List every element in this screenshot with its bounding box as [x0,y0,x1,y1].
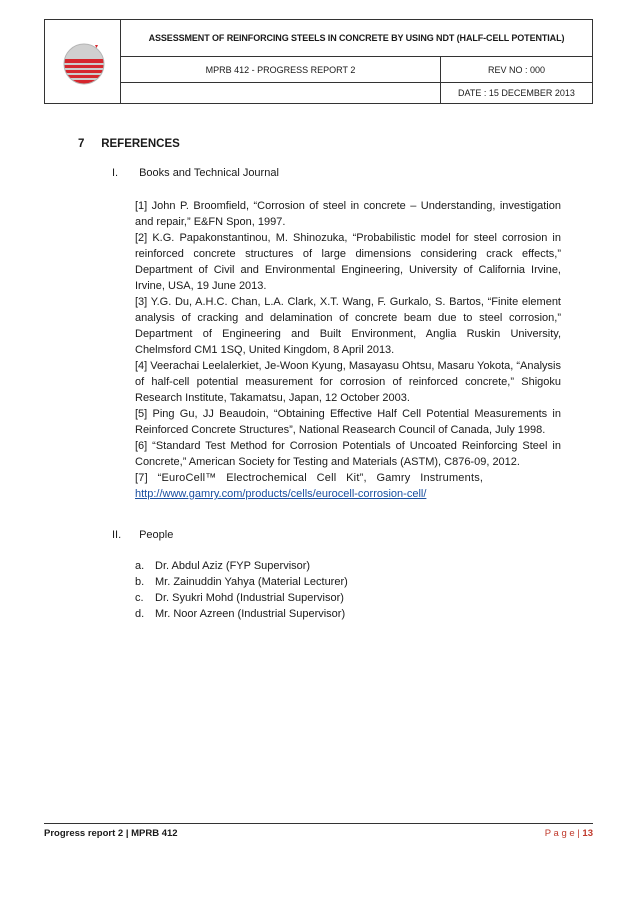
page-indicator [545,828,593,839]
section-heading [78,136,180,152]
reference-link[interactable]: http://www.gamry.com/products/cells/eurocell-corrosion-cell/ [135,488,427,500]
section-number: 7 [78,138,85,150]
reference-item: [5] Ping Gu, JJ Beaudoin, “Obtaining Effective Half Cell Potential Measurements in Reinforced Concrete Structures”, National Reasearch Council of Canada, July 1998. [135,408,561,436]
document-title: ASSESSMENT OF REINFORCING STEELS IN CONCRETE BY USING NDT (HALF-CELL POTENTIAL) [148,33,565,43]
subsection-numeral: I. [112,167,119,179]
list-item: a. Dr. Abdul Aziz (FYP Supervisor) [135,560,311,572]
header-date-row [121,83,592,103]
reference-item: [7] “EuroCell™ Electrochemical Cell Kit”, Gamry Instruments, [135,472,484,484]
subsection-heading: People [139,529,174,541]
reference-list [135,198,561,502]
subsection-books [112,165,279,181]
list-item: b. Mr. Zainuddin Yahya (Material Lecturer) [135,576,348,588]
reference-item: [4] Veerachai Leelalerkiet, Je-Woon Kyung, Masayasu Ohtsu, Masaru Yokota, “Analysis of half-cell potential measurement for corrosion of reinforced concrete,” Shigoku Research Institute, Takamatsu, Japan, 12 October 2003. [135,360,561,404]
company-logo-icon [62,42,106,86]
reference-item: [1] John P. Broomfield, “Corrosion of steel in concrete – Understanding, investigation and repair,” E&FN Spon, 1997. [135,200,561,228]
report-subtitle: MPRB 412 - PROGRESS REPORT 2 [205,64,356,75]
header-title-row [121,20,592,57]
header-subtitle-row [121,57,592,83]
people-list [135,558,348,622]
page-label: P a g e | [544,828,580,839]
subsection-people [112,527,173,543]
list-item: c. Dr. Syukri Mohd (Industrial Supervisor) [135,592,344,604]
document-header [44,19,593,104]
list-item: d. Mr. Noor Azreen (Industrial Supervisor) [135,608,346,620]
page-number: 13 [582,828,593,839]
section-title: REFERENCES [101,138,180,150]
reference-item: [6] “Standard Test Method for Corrosion Potentials of Uncoated Reinforcing Steel in Concrete,” American Society for Testing and Materials (ASTM), C876-09, 2012. [135,440,561,468]
report-date: DATE : 15 DECEMBER 2013 [458,88,575,98]
reference-item: [3] Y.G. Du, A.H.C. Chan, L.A. Clark, X.T. Wang, F. Gurkalo, S. Bartos, “Finite element analysis of cracking and delamination of concrete beam due to steel corrosion,” Department of Engineering and Built Environment, Anglia Ruskin University, Chelmsford CM1 1SQ, United Kingdom, 8 April 2013. [135,296,561,356]
logo-cell [45,20,121,103]
document-footer [44,823,593,841]
reference-item: [2] K.G. Papakonstantinou, M. Shinozuka, “Probabilistic model for steel corrosion in reinforced concrete structures of large dimensions considering crack effects,” Department of Civil and Environmental Engineering, University of California Irvine, Irvine, USA, 19 June 2013. [135,232,561,292]
revision-number: REV NO : 000 [487,64,546,75]
footer-report-label: Progress report 2 | MPRB 412 [44,828,178,839]
subsection-numeral: II. [112,529,122,541]
subsection-heading: Books and Technical Journal [139,167,279,179]
